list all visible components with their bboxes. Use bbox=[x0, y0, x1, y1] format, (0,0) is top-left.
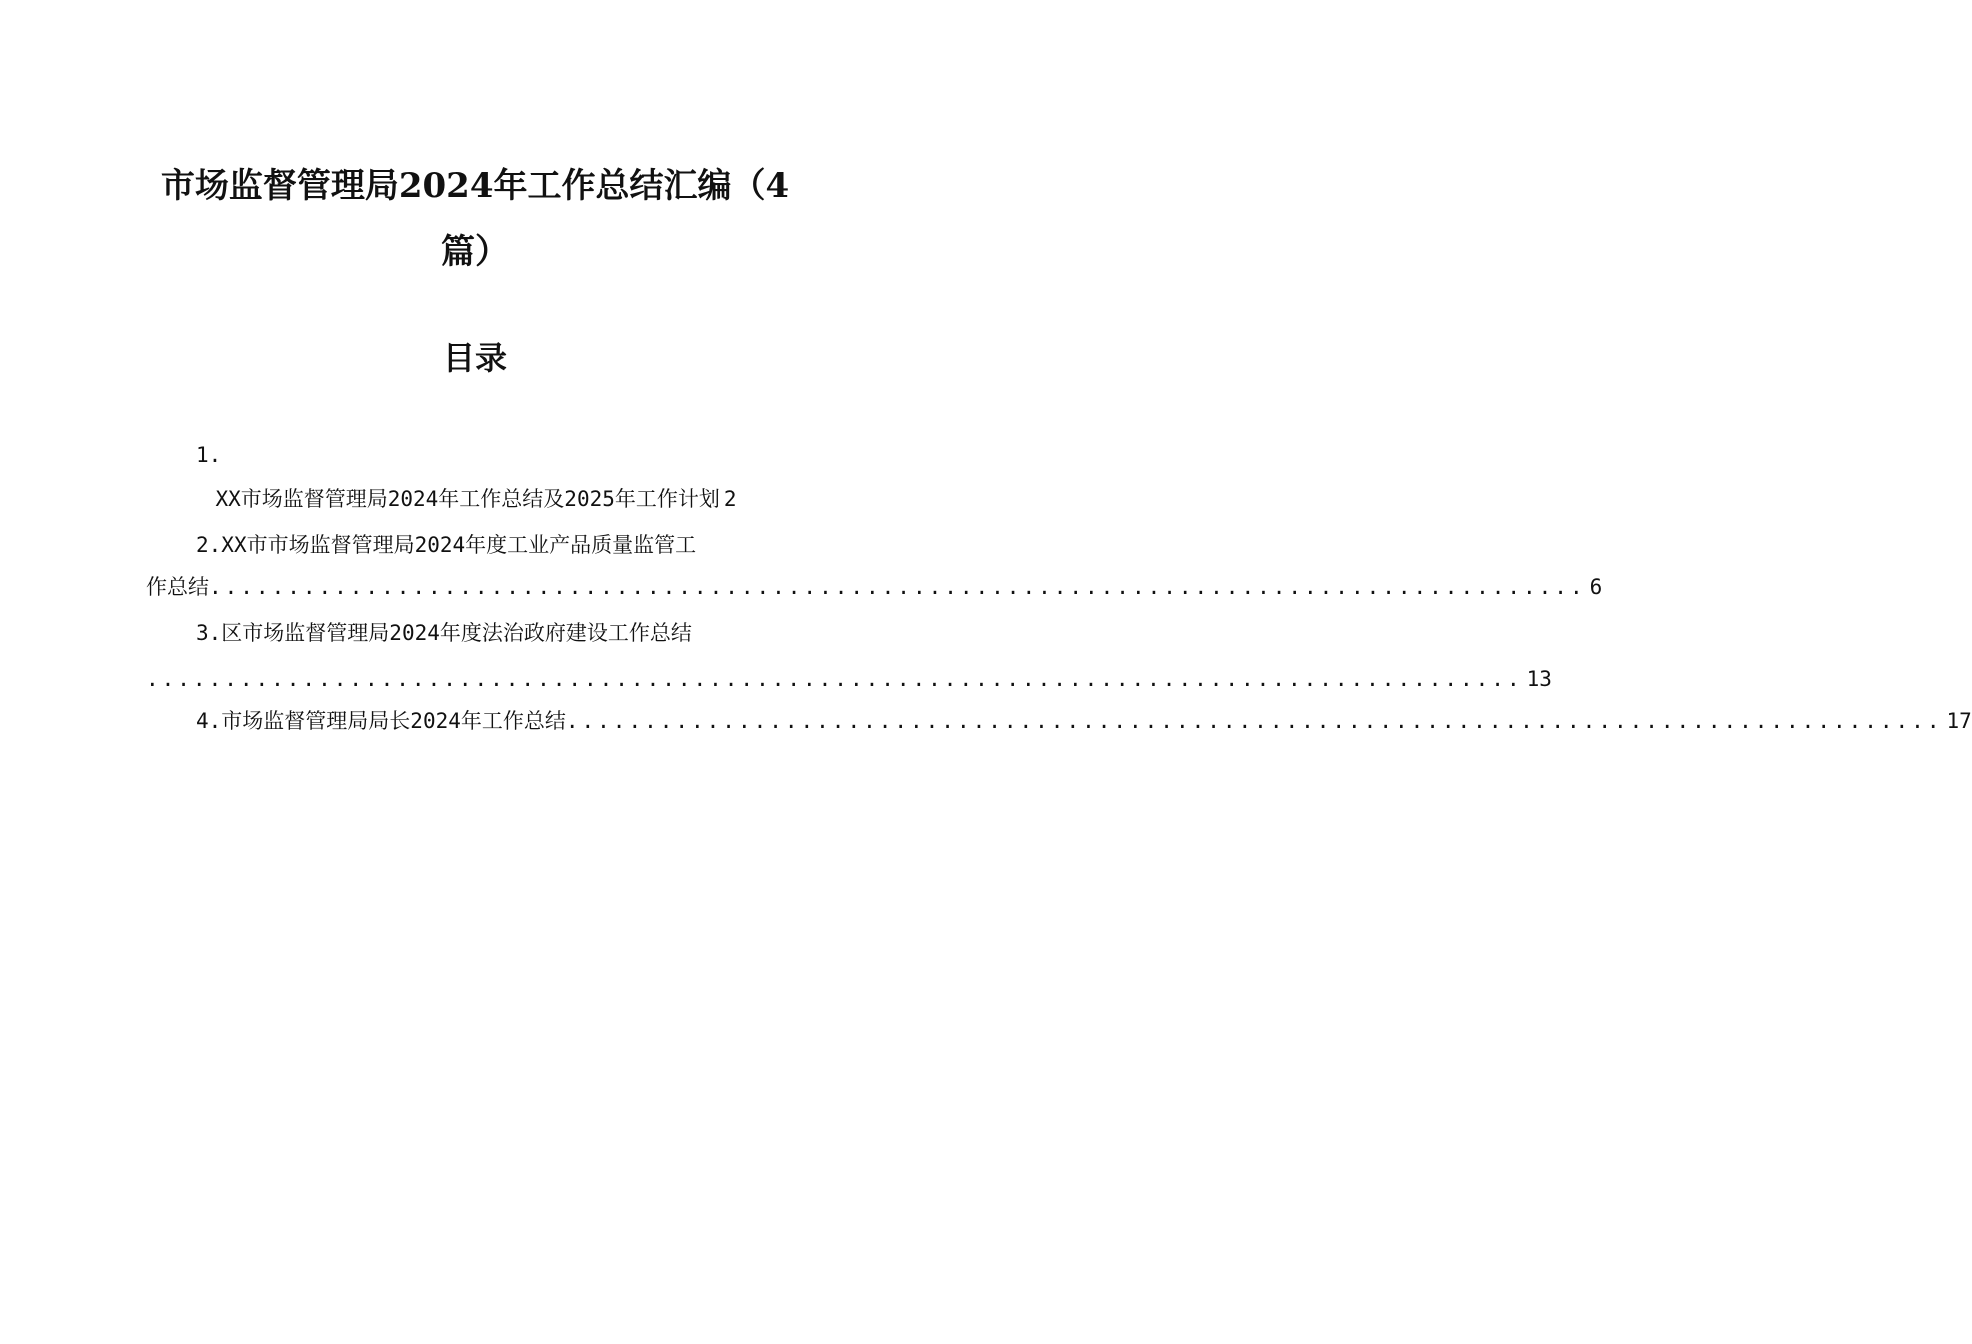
toc-item-number: 3. bbox=[196, 621, 222, 645]
toc-item-4-entry[interactable] bbox=[146, 706, 1972, 736]
toc-item-text: 作总结 bbox=[146, 575, 209, 599]
toc-leader-dots: ........................................................................................ bbox=[146, 667, 1523, 691]
toc-heading: 目录 bbox=[442, 339, 507, 377]
toc-item-2-entry-continued[interactable] bbox=[146, 572, 1603, 602]
toc-item-text: XX市场监督管理局2024年工作总结及2025年工作计划 bbox=[215, 487, 720, 511]
document-title-line2: 篇） bbox=[441, 232, 509, 272]
toc-item-page: 13 bbox=[1526, 667, 1552, 691]
toc-leader-dots: ........................................................................................ bbox=[209, 575, 1586, 599]
toc-item-text: 区市场监督管理局2024年度法治政府建设工作总结 bbox=[221, 621, 692, 645]
toc-item-number: 2. bbox=[196, 533, 222, 557]
toc-item-number: 1. bbox=[196, 443, 222, 467]
toc-item-2-entry[interactable] bbox=[146, 530, 806, 560]
toc-item-3-entry-continued[interactable] bbox=[146, 664, 1552, 694]
toc-item-3-entry[interactable] bbox=[146, 618, 806, 648]
toc-item-page: 17 bbox=[1946, 709, 1972, 733]
toc-leader-dots: ........................................................................................ bbox=[565, 709, 1943, 733]
toc-item-page: 2 bbox=[723, 487, 737, 511]
toc-item-1-entry[interactable] bbox=[146, 484, 806, 514]
toc-item-text: XX市市场监督管理局2024年度工业产品质量监管工 bbox=[221, 533, 697, 557]
toc-item-text: 市场监督管理局局长2024年工作总结 bbox=[221, 709, 566, 733]
toc-item-number: 4. bbox=[196, 709, 222, 733]
toc-item-1-number-row[interactable] bbox=[146, 440, 806, 470]
toc-item-page: 6 bbox=[1589, 575, 1603, 599]
document-title-line1: 市场监督管理局2024年工作总结汇编（4 bbox=[160, 166, 790, 206]
